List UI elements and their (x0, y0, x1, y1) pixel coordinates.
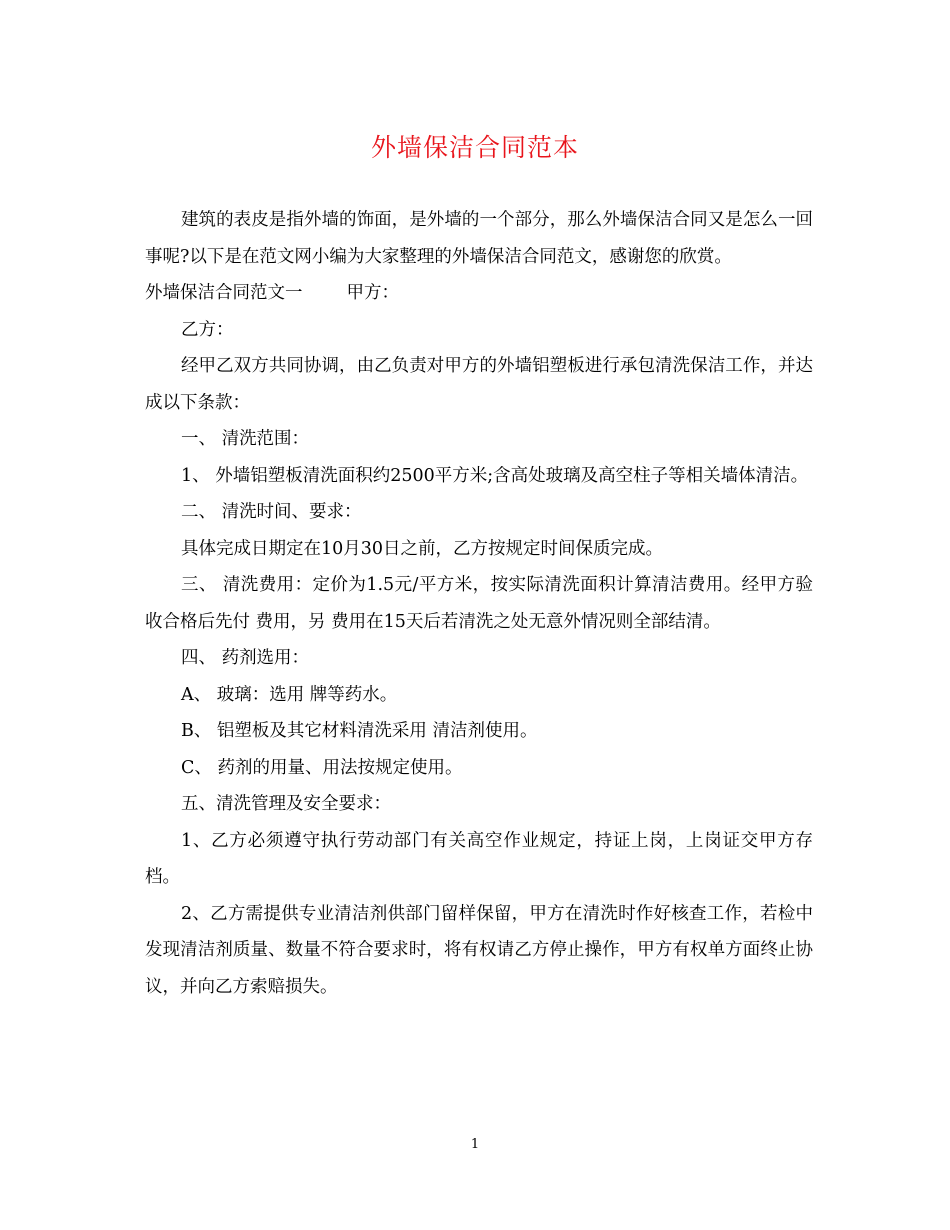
party-b-label: 乙方： (181, 319, 234, 340)
section-heading-safety: 五、清洗管理及安全要求： (181, 794, 391, 814)
scope-item-1: 1、 外墙铝塑板清洗面积约2500平方米;含高处玻璃及高空柱子等相关墙体清洁。 (181, 465, 809, 486)
fee-paragraph: 三、 清洗费用：定价为1.5元/平方米，按实际清洗面积计算清洁费用。经甲方验收合格后先付 费用，另 费用在15天后若清洗之处无意外情况则全部结清。 (145, 575, 813, 632)
chemicals-item-a: A、 玻璃：选用 牌等药水。 (181, 684, 398, 705)
page-number: 1 (470, 1137, 480, 1152)
section-heading-scope: 一、 清洗范围： (181, 429, 310, 449)
chemicals-item-b: B、 铝塑板及其它材料清洗采用 清洁剂使用。 (181, 721, 538, 741)
intro-paragraph: 建筑的表皮是指外墙的饰面，是外墙的一个部分，那么外墙保洁合同又是怎么一回事呢?以下是在范文网小编为大家整理的外墙保洁合同范文，感谢您的欣赏。 (145, 210, 813, 267)
safety-item-1: 1、乙方必须遵守执行劳动部门有关高空作业规定，持证上岗，上岗证交甲方存档。 (145, 830, 813, 887)
sample-heading-line (145, 275, 813, 312)
chemicals-item-c: C、 药剂的用量、用法按规定使用。 (181, 757, 463, 778)
schedule-paragraph: 具体完成日期定在10月30日之前，乙方按规定时间保质完成。 (181, 538, 664, 559)
document-body (145, 202, 813, 1005)
section-heading-schedule: 二、 清洗时间、要求： (181, 502, 362, 522)
document-title: 外墙保洁合同范本 (370, 133, 579, 162)
section-heading-chemicals: 四、 药剂选用： (181, 648, 310, 668)
party-a-label: 甲方： (346, 283, 399, 303)
safety-item-2: 2、乙方需提供专业清洁剂供部门留样保留，甲方在清洗时作好核查工作，若检中发现清洁剂质量、数量不符合要求时，将有权请乙方停止操作，甲方有权单方面终止协议，并向乙方索赔损失。 (145, 903, 813, 997)
sample-label: 外墙保洁合同范文一 (145, 283, 303, 303)
agreement-paragraph: 经甲乙双方共同协调，由乙负责对甲方的外墙铝塑板进行承包清洗保洁工作，并达成以下条款： (145, 356, 813, 413)
